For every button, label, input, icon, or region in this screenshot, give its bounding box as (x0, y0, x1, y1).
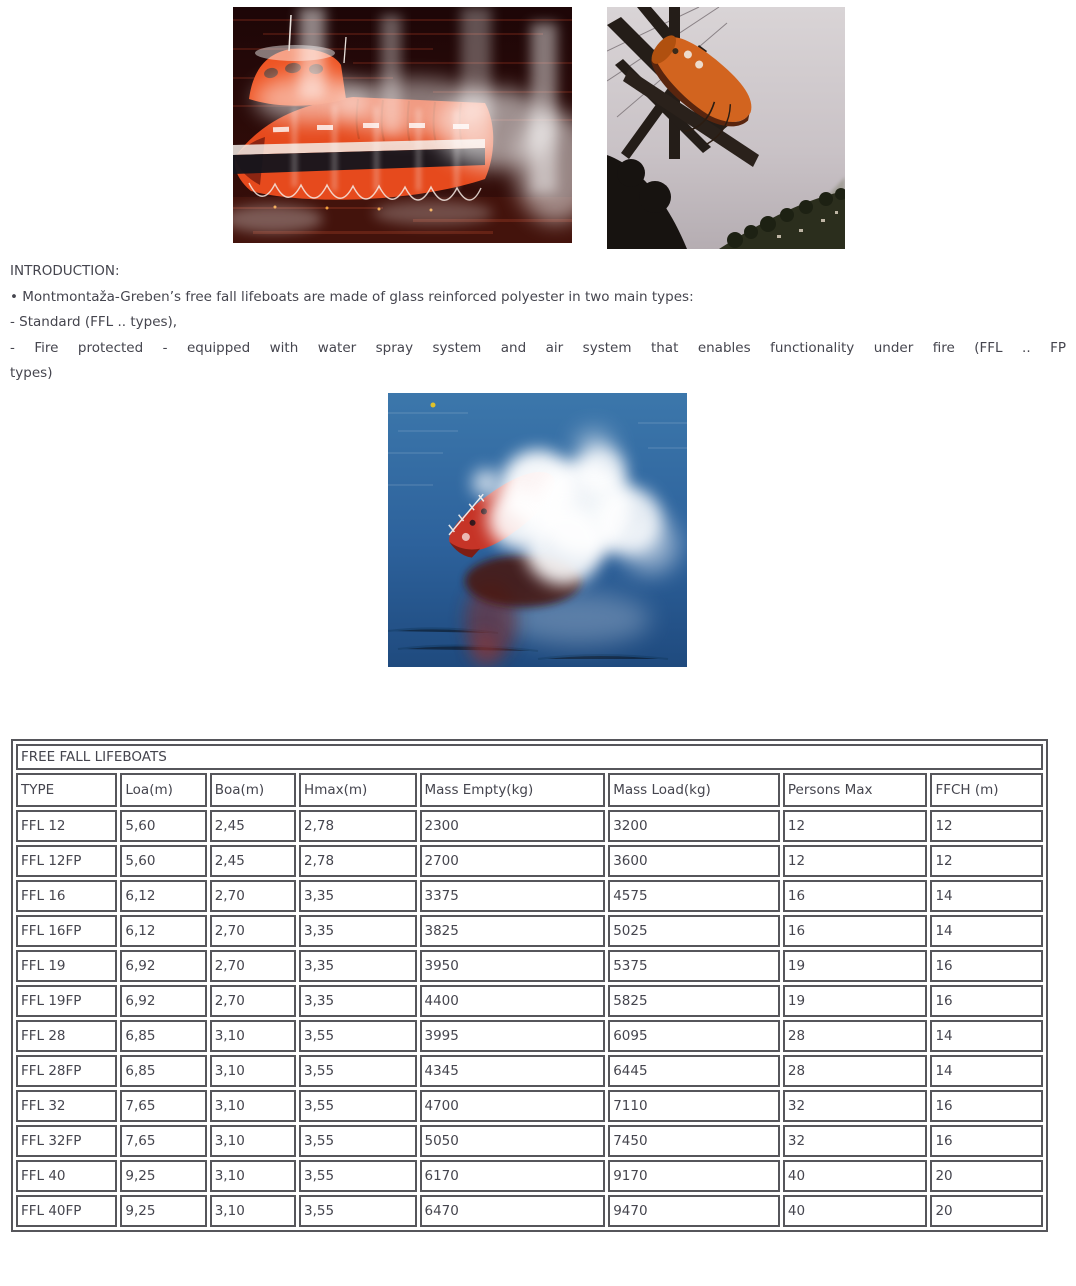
free-fall-lifeboats-table (11, 739, 1048, 1232)
column-header: FFCH (m) (930, 773, 1043, 807)
table-cell: 6095 (608, 1020, 780, 1052)
table-cell: FFL 12 (16, 810, 117, 842)
table-cell: 9,25 (120, 1195, 206, 1227)
table-cell: 3,10 (210, 1160, 296, 1192)
table-cell: 6,85 (120, 1055, 206, 1087)
table-cell: 6470 (420, 1195, 606, 1227)
table-cell: 3,10 (210, 1090, 296, 1122)
column-header: Persons Max (783, 773, 928, 807)
introduction-section (10, 259, 1066, 387)
table-cell: 16 (783, 915, 928, 947)
table-cell: 16 (930, 985, 1043, 1017)
table-cell: 6445 (608, 1055, 780, 1087)
table-cell: 9,25 (120, 1160, 206, 1192)
table-cell: 19 (783, 950, 928, 982)
table-cell: 14 (930, 1020, 1043, 1052)
table-cell: FFL 19 (16, 950, 117, 982)
table-row (16, 810, 1043, 842)
table-cell: 12 (930, 810, 1043, 842)
table-cell: 40 (783, 1195, 928, 1227)
table-cell: 7450 (608, 1125, 780, 1157)
table-row (16, 1090, 1043, 1122)
intro-line-bullet: • Montmontaža-Greben’s free fall lifeboats are made of glass reinforced polyester in two main types: (10, 288, 694, 305)
table-cell: 40 (783, 1160, 928, 1192)
table-cell: 3,55 (299, 1125, 416, 1157)
column-header: Loa(m) (120, 773, 206, 807)
column-header: Mass Empty(kg) (420, 773, 606, 807)
table-cell: 7,65 (120, 1125, 206, 1157)
table-row (16, 1195, 1043, 1227)
table-row (16, 1055, 1043, 1087)
table-cell: 3,10 (210, 1125, 296, 1157)
table-cell: FFL 19FP (16, 985, 117, 1017)
table-cell: 6,85 (120, 1020, 206, 1052)
table-cell: 12 (783, 810, 928, 842)
table-cell: 4575 (608, 880, 780, 912)
table-cell: 5375 (608, 950, 780, 982)
table-cell: 20 (930, 1160, 1043, 1192)
table-cell: 16 (930, 950, 1043, 982)
table-cell: 3950 (420, 950, 606, 982)
lifeboat-splash-illustration (388, 393, 687, 667)
column-header: Mass Load(kg) (608, 773, 780, 807)
table-title-row (16, 744, 1043, 770)
table-cell: 6,92 (120, 950, 206, 982)
table-cell: 7,65 (120, 1090, 206, 1122)
intro-line-fire-protected: - Fire protected - equipped with water spray system and air system that enables functionality under fire (FFL .. FP (10, 339, 1066, 356)
column-header: Hmax(m) (299, 773, 416, 807)
table-cell: 4345 (420, 1055, 606, 1087)
table-cell: 14 (930, 880, 1043, 912)
table-cell: FFL 16FP (16, 915, 117, 947)
table-row (16, 1160, 1043, 1192)
table-cell: 16 (783, 880, 928, 912)
table-cell: FFL 12FP (16, 845, 117, 877)
table-cell: FFL 40FP (16, 1195, 117, 1227)
lifeboat-spray-photo (233, 7, 572, 243)
table-cell: FFL 28FP (16, 1055, 117, 1087)
table-row (16, 845, 1043, 877)
table-title: FREE FALL LIFEBOATS (16, 744, 1043, 770)
table-cell: 4400 (420, 985, 606, 1017)
table-cell: 2,78 (299, 845, 416, 877)
table-section (11, 739, 1076, 1232)
table-cell: 3200 (608, 810, 780, 842)
table-cell: 32 (783, 1090, 928, 1122)
table-cell: 3375 (420, 880, 606, 912)
table-cell: FFL 32FP (16, 1125, 117, 1157)
table-cell: 3,35 (299, 915, 416, 947)
table-cell: 16 (930, 1090, 1043, 1122)
table-cell: FFL 32 (16, 1090, 117, 1122)
table-row (16, 880, 1043, 912)
intro-line-types: types) (10, 365, 53, 381)
table-cell: 32 (783, 1125, 928, 1157)
table-cell: 16 (930, 1125, 1043, 1157)
column-header: TYPE (16, 773, 117, 807)
table-row (16, 1020, 1043, 1052)
table-cell: 3,35 (299, 880, 416, 912)
table-cell: 2,70 (210, 880, 296, 912)
introduction-heading: INTRODUCTION: (10, 263, 120, 279)
table-cell: 3600 (608, 845, 780, 877)
table-cell: 3995 (420, 1020, 606, 1052)
table-cell: 4700 (420, 1090, 606, 1122)
table-row (16, 950, 1043, 982)
table-cell: 3,55 (299, 1195, 416, 1227)
table-cell: 14 (930, 1055, 1043, 1087)
table-cell: 5050 (420, 1125, 606, 1157)
table-cell: 3,10 (210, 1195, 296, 1227)
table-cell: 6,92 (120, 985, 206, 1017)
table-cell: 20 (930, 1195, 1043, 1227)
table-row (16, 1125, 1043, 1157)
table-cell: 2,70 (210, 985, 296, 1017)
lifeboat-ramp-illustration (607, 7, 845, 249)
table-cell: 19 (783, 985, 928, 1017)
table-cell: 12 (783, 845, 928, 877)
table-cell: 3,35 (299, 950, 416, 982)
table-cell: 3,35 (299, 985, 416, 1017)
table-cell: 3825 (420, 915, 606, 947)
table-cell: 2,78 (299, 810, 416, 842)
table-cell: 14 (930, 915, 1043, 947)
table-cell: 3,55 (299, 1090, 416, 1122)
table-cell: 28 (783, 1020, 928, 1052)
table-cell: 5825 (608, 985, 780, 1017)
table-cell: 3,55 (299, 1055, 416, 1087)
table-cell: 6,12 (120, 880, 206, 912)
table-row (16, 915, 1043, 947)
column-header: Boa(m) (210, 773, 296, 807)
lifeboat-splash-photo (388, 393, 687, 667)
table-cell: FFL 40 (16, 1160, 117, 1192)
intro-line-standard: - Standard (FFL .. types), (10, 314, 178, 330)
table-cell: 2700 (420, 845, 606, 877)
table-cell: FFL 16 (16, 880, 117, 912)
table-cell: 9470 (608, 1195, 780, 1227)
table-cell: 2300 (420, 810, 606, 842)
table-cell: 3,10 (210, 1020, 296, 1052)
table-cell: FFL 28 (16, 1020, 117, 1052)
table-cell: 6170 (420, 1160, 606, 1192)
table-cell: 28 (783, 1055, 928, 1087)
table-cell: 2,70 (210, 915, 296, 947)
table-cell: 5,60 (120, 810, 206, 842)
table-cell: 3,55 (299, 1020, 416, 1052)
table-cell: 5,60 (120, 845, 206, 877)
table-header-row (16, 773, 1043, 807)
table-cell: 2,45 (210, 845, 296, 877)
table-cell: 3,10 (210, 1055, 296, 1087)
table-cell: 7110 (608, 1090, 780, 1122)
table-row (16, 985, 1043, 1017)
top-photo-row (233, 7, 1076, 249)
table-cell: 3,55 (299, 1160, 416, 1192)
table-cell: 12 (930, 845, 1043, 877)
table-body (16, 810, 1043, 1227)
table-cell: 9170 (608, 1160, 780, 1192)
table-cell: 2,70 (210, 950, 296, 982)
table-cell: 6,12 (120, 915, 206, 947)
table-cell: 2,45 (210, 810, 296, 842)
lifeboat-ramp-photo (607, 7, 845, 249)
lifeboat-spray-illustration (233, 7, 572, 243)
table-cell: 5025 (608, 915, 780, 947)
